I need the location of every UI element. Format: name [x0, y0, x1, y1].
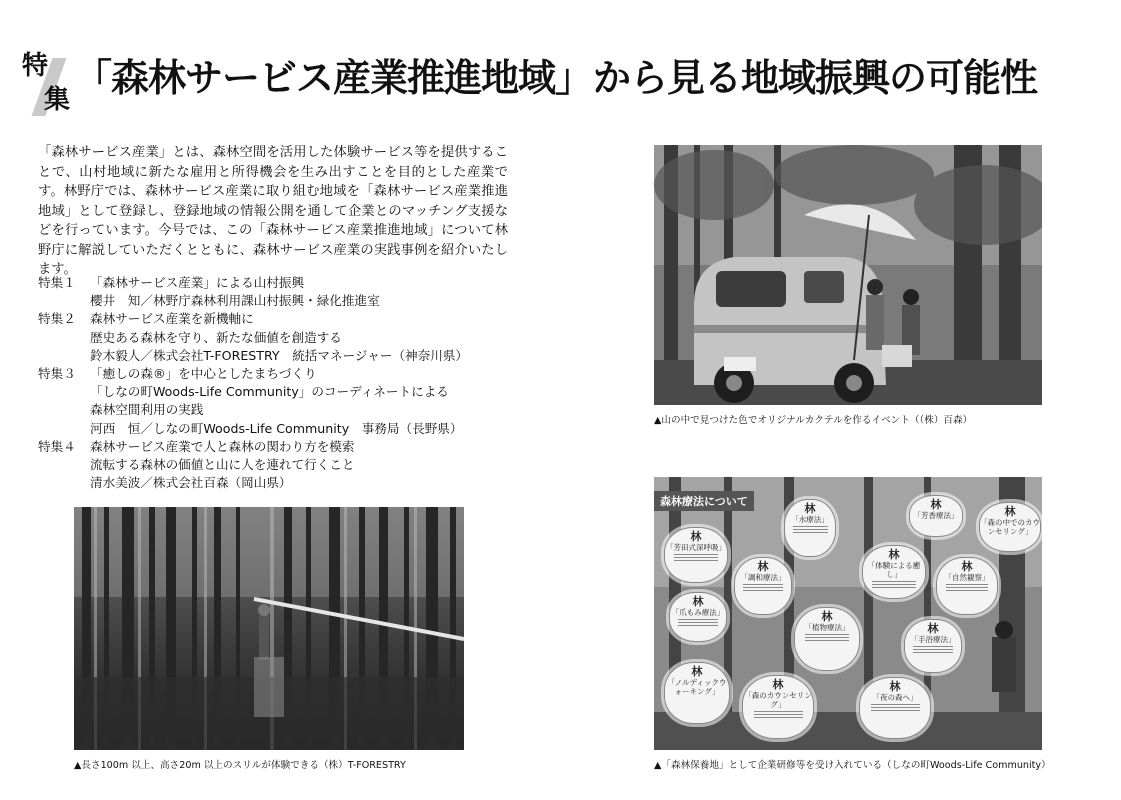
forest-icon: 林	[1004, 505, 1016, 518]
therapy-cloud	[784, 499, 836, 557]
cloud-label: 「森のカウンセリング」	[744, 691, 812, 709]
feature-line: 歴史ある森林を守り、新たな価値を創造する	[90, 329, 342, 345]
photo-zipline-forest	[74, 507, 464, 750]
cloud-label: 「夜の森へ」	[872, 693, 918, 702]
forest-icon: 林	[772, 678, 784, 691]
cloud-label: 「芳香療法」	[913, 511, 959, 520]
feature-number: 特集１	[38, 275, 76, 290]
cloud-text-lines	[872, 581, 915, 589]
feature-line: 櫻井 知／林野庁森林利用課山村振興・緑化推進室	[90, 293, 380, 309]
cloud-label: 「調和療法」	[740, 573, 786, 582]
cloud-label: 「爪もみ療法」	[671, 608, 725, 617]
feature-number: 特集４	[38, 438, 76, 454]
cloud-label: 「芳田式深呼吸」	[666, 543, 726, 552]
page-title: 「森林サービス産業推進地域」	[74, 55, 593, 100]
therapy-cloud	[909, 495, 963, 537]
feature-number: 特集３	[38, 366, 76, 382]
forest-icon: 林	[961, 560, 973, 573]
feature-line: 鈴木毅人／株式会社T-FORESTRY 統括マネージャー（神奈川県）	[90, 347, 469, 363]
therapy-header: 森林療法について	[654, 491, 754, 511]
forest-van-image	[654, 145, 1042, 405]
cloud-label: 「手浴療法」	[910, 635, 956, 644]
cloud-label: 「森の中でのカウンセリング」	[980, 518, 1040, 536]
cloud-text-lines	[871, 704, 920, 712]
feature-item	[38, 274, 508, 310]
forest-icon: 林	[757, 560, 769, 573]
therapy-cloud	[742, 675, 814, 739]
cloud-label: 「体験による癒し」	[867, 561, 921, 579]
intro-paragraph: 「森林サービス産業」とは、森林空間を活用した体験サービス等を提供することで、山村地域に新たな雇用と所得機会を生み出すことを目的とした産業です。林野庁では、森林サービス産業に取り組む地域を「森林サービス産業推進地域」として登録し、登録地域の情報公開を通して企業とのマッチング支援などを行っています。今号では、この「森林サービス産業推進地域」について林野庁に解説していただくとともに、森林サービス産業の実践事例を紹介いたします。	[38, 145, 508, 277]
feature-badge	[22, 50, 74, 120]
therapy-cloud	[859, 677, 931, 739]
forest-icon: 林	[690, 530, 702, 543]
therapy-cloud	[664, 527, 728, 583]
forest-icon: 林	[930, 498, 942, 511]
cloud-text-lines	[793, 526, 828, 534]
therapy-cloud	[734, 557, 792, 615]
feature-line: 「森林サービス産業」による山村振興	[90, 275, 305, 290]
forest-icon: 林	[692, 595, 704, 608]
therapy-cloud	[979, 502, 1041, 552]
cloud-text-lines	[754, 711, 803, 719]
cloud-label: 「ノルディックウォーキング」	[667, 678, 727, 696]
zipline-forest-image	[74, 507, 464, 750]
therapy-cloud	[794, 607, 860, 671]
forest-icon: 林	[889, 680, 901, 693]
cloud-text-lines	[946, 584, 988, 592]
badge-char-top: 特	[22, 51, 49, 81]
caption-zipline: ▲長さ100m 以上、高さ20m 以上のスリルが体験できる（株）T-FORESTRY	[74, 760, 406, 771]
feature-item	[38, 438, 508, 493]
feature-number: 特集２	[38, 311, 76, 327]
caption-therapy: ▲「森林保養地」として企業研修等を受け入れている（しなの町Woods-Life Community）	[654, 760, 1051, 771]
photo-forest-van	[654, 145, 1042, 405]
feature-item	[38, 365, 508, 438]
caption-van: ▲山の中で見つけた色でオリジナルカクテルを作るイベント（（株）百森）	[654, 415, 973, 426]
cloud-label: 「自然観察」	[944, 573, 990, 582]
cloud-text-lines	[678, 619, 717, 627]
forest-icon: 林	[804, 502, 816, 515]
feature-line: 「しなの町Woods-Life Community」のコーディネートによる	[90, 384, 449, 400]
cloud-text-lines	[805, 634, 850, 642]
feature-item	[38, 310, 508, 365]
cloud-text-lines	[674, 554, 717, 562]
therapy-cloud	[669, 592, 727, 642]
forest-icon: 林	[888, 548, 900, 561]
forest-icon: 林	[691, 665, 703, 678]
feature-line: 森林サービス産業で人と森林の関わり方を模索	[90, 438, 355, 454]
feature-line: 流転する森林の価値と山に人を連れて行くこと	[90, 457, 355, 473]
therapy-cloud	[862, 545, 926, 599]
cloud-text-lines	[913, 646, 952, 654]
cloud-text-lines	[743, 584, 782, 592]
feature-line: 清水美波／株式会社百森（岡山県）	[90, 475, 292, 491]
forest-icon: 林	[821, 610, 833, 623]
feature-list	[38, 274, 508, 492]
cloud-label: 「水療法」	[791, 515, 829, 524]
badge-char-bottom: 集	[44, 85, 71, 115]
cloud-label: 「植物療法」	[804, 623, 850, 632]
page-subtitle: から見る地域振興の可能性	[593, 55, 1038, 100]
feature-line: 森林空間利用の実践	[90, 402, 204, 418]
photo-forest-therapy	[654, 477, 1042, 750]
feature-line: 森林サービス産業を新機軸に	[90, 311, 254, 327]
feature-line: 河西 恒／しなの町Woods-Life Community 事務局（長野県）	[90, 420, 463, 436]
therapy-cloud	[664, 662, 730, 724]
feature-line: 「癒しの森®」を中心としたまちづくり	[90, 366, 317, 382]
forest-icon: 林	[927, 622, 939, 635]
therapy-cloud	[904, 619, 962, 673]
therapy-cloud	[936, 557, 998, 615]
